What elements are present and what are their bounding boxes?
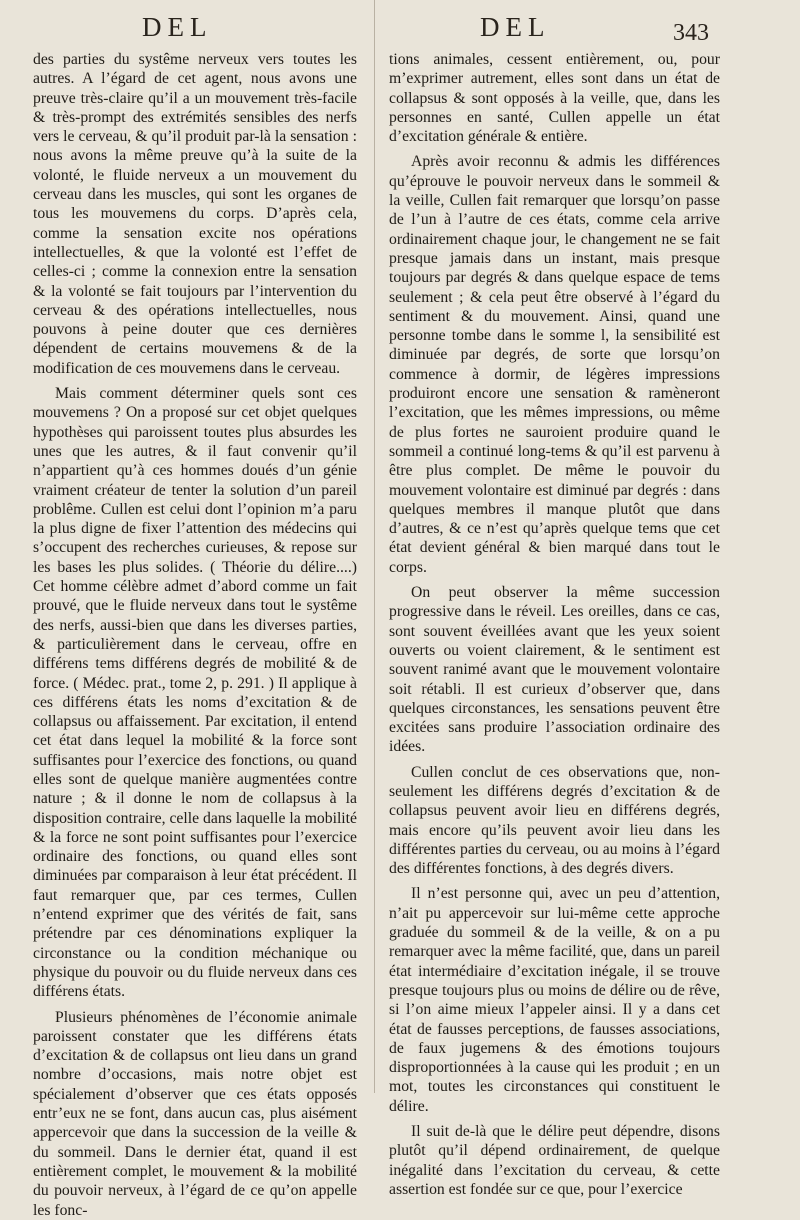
- paragraph: On peut observer la même succession progressive dans le réveil. Les oreilles, dans ce cas, sont souvent éveillées avant que les yeux soient ouverts ou voient clairement, & le sentiment est souvent ranimé avant que le mouvement volontaire soit rétabli. Il est curieux d’observer que, dans quelques circonstances, les sensations peuvent être excitées sans produire l’association ordinaire des idées.: [389, 584, 720, 756]
- paragraph: Cullen conclut de ces observations que, non-seulement les différens degrés d’excitation & de collapsus peuvent avoir lieu en différens degrés, mais encore qu’ils peuvent avoir lieu dans les différentes parties du cerveau, ou au moins à l’égard des différentes fonctions, à des degrés divers.: [389, 763, 720, 878]
- paragraph: Plusieurs phénomènes de l’économie animale paroissent constater que les différens états d’excitation & de collapsus ont lieu dans un grand nombre d’occasions, mais notre objet est spécialement d’observer que ces états opposés entr’eux ne se font, dans aucun cas, plus aisément appercevoir que dans la succession de la veille & du sommeil. Dans le dernier état, quand il est entièrement complet, le mouvement & la mobilité du pouvoir nerveux, à l’égard de ce qu’on appelle les fonc-: [33, 1008, 357, 1219]
- page-number: 343: [673, 20, 709, 46]
- paragraph: Mais comment déterminer quels sont ces mouvemens ? On a proposé sur cet objet quelques hypothèses qui paroissent toutes plus absurdes les unes que les autres, & il faut convenir qu’il n’appartient qu’à ces hommes doués d’un génie vraiment créateur de tenter la solution d’un pareil problême. Cullen est celui dont l’opinion m’a paru la plus digne de fixer l’attention des médecins qui s’occupent des recherches curieuses, & repose sur les bases les plus solides. ( Théorie du délire....) Cet homme célèbre admet d’abord comme un fait prouvé, que le fluide nerveux dans tout le systême des nerfs, aussi-bien que dans les diverses parties, & particulièrement dans le cerveau, offre en différens tems différens degrés de mobilité & de force. ( Médec. prat., tome 2, p. 291. ) Il applique à ces différens états les noms d’excitation & de collapsus ou affaissement. Par excitation, il entend cet état dans lequel la mobilité & la force sont suffisantes pour l’exercice des fonctions, ou quand elles sont de quelque manière augmentées contre nature ; & il donne le nom de collapsus à la disposition contraire, celle dans laquelle la mobilité & la force ne sont point suffisantes pour l’exercice ordinaire des fonctions, ou quand elles sont diminuées par comparaison à leur état précédent. Il faut remarquer que, par ces termes, Cullen n’entend exprimer que des vérités de fait, sans prétendre par ces dénominations expliquer la circonstance ou la condition méchanique ou physique du pouvoir ou du fluide nerveux dans ces différens états.: [33, 385, 357, 1001]
- right-column: [389, 50, 720, 1199]
- paragraph: des parties du systême nerveux vers toutes les autres. A l’égard de cet agent, nous avons une preuve très-claire qu’il a un mouvement très-facile & très-prompt des extrémités sensibles des nerfs vers le cerveau, & qu’il produit par-là la sensation : nous avons la même preuve qu’à la suite de la volonté, le fluide nerveux a un mouvement du cerveau dans les muscles, qui sont les organes de tous les mouvemens du corps. D’après cela, comme la sensation excite nos opérations intellectuelles, & que la volonté est l’effet de celles-ci ; comme la connexion entre la sensation & la volonté se fait toujours par l’intervention du cerveau & des opérations intellectuelles, nous pouvons à peine douter que ces dernières dépendent de certains mouvemens & de la modification de ces mouvemens dans le cerveau.: [33, 51, 357, 377]
- running-head-left: DEL: [142, 12, 213, 42]
- paragraph: Il n’est personne qui, avec un peu d’attention, n’ait pu appercevoir sur lui-même cette approche graduée du sommeil & de la veille, & on a pu remarquer avec la même facilité, que, dans un pareil état intermédiaire d’excitation inégale, il se trouve presque toujours plus ou moins de délire ou de rêve, si l’on aime mieux l’appeler ainsi. Il y a dans cet état de fausses perceptions, de fausses associations, de faux jugemens & des émotions toujours disproportionnées à la cause qui les produit ; en un mot, toutes les circonstances qui constituent le délire.: [389, 885, 720, 1115]
- running-head-right: DEL: [480, 12, 551, 42]
- paragraph: Après avoir reconnu & admis les différences qu’éprouve le pouvoir nerveux dans le sommeil & la veille, Cullen fait remarquer que lorsqu’on passe de l’un à l’autre de ces états, comme cela arrive ordinairement chaque jour, le changement ne se fait presque jamais dans un instant, mais presque toujours par degrés & dans quelque espace de tems seulement ; & cela peut être observé à l’égard du sentiment & du mouvement. Ainsi, quand une personne tombe dans le somme l, la sensibilité est diminuée par degrés, de sorte que lorsqu’on commence à dormir, de légères impressions produiront encore une sensation & ramèneront l’excitation, que les mêmes impressions, ou même de plus fortes ne sauroient produire quand le sommeil a continué long-tems & qu’il est parvenu à être plus complet. De même le pouvoir du mouvement volontaire est diminué par degrés : dans quelques membres il manque plutôt que dans d’autres, & ce n’est qu’après quelque tems que cet état devient général & bien marqué dans tout le corps.: [389, 153, 720, 576]
- left-column: [33, 50, 357, 1220]
- paragraph: Il suit de-là que le délire peut dépendre, disons plutôt qu’il dépend ordinairement, de quelque inégalité dans l’excitation du cerveau, & cette assertion est fondée sur ce que, pour l’exercice: [389, 1123, 720, 1198]
- paragraph: tions animales, cessent entièrement, ou, pour m’exprimer autrement, elles sont dans un état de collapsus & sont opposés à la veille, que, dans les personnes en santé, Cullen appelle un état d’excitation générale & entière.: [389, 51, 720, 146]
- column-divider: [374, 0, 375, 1093]
